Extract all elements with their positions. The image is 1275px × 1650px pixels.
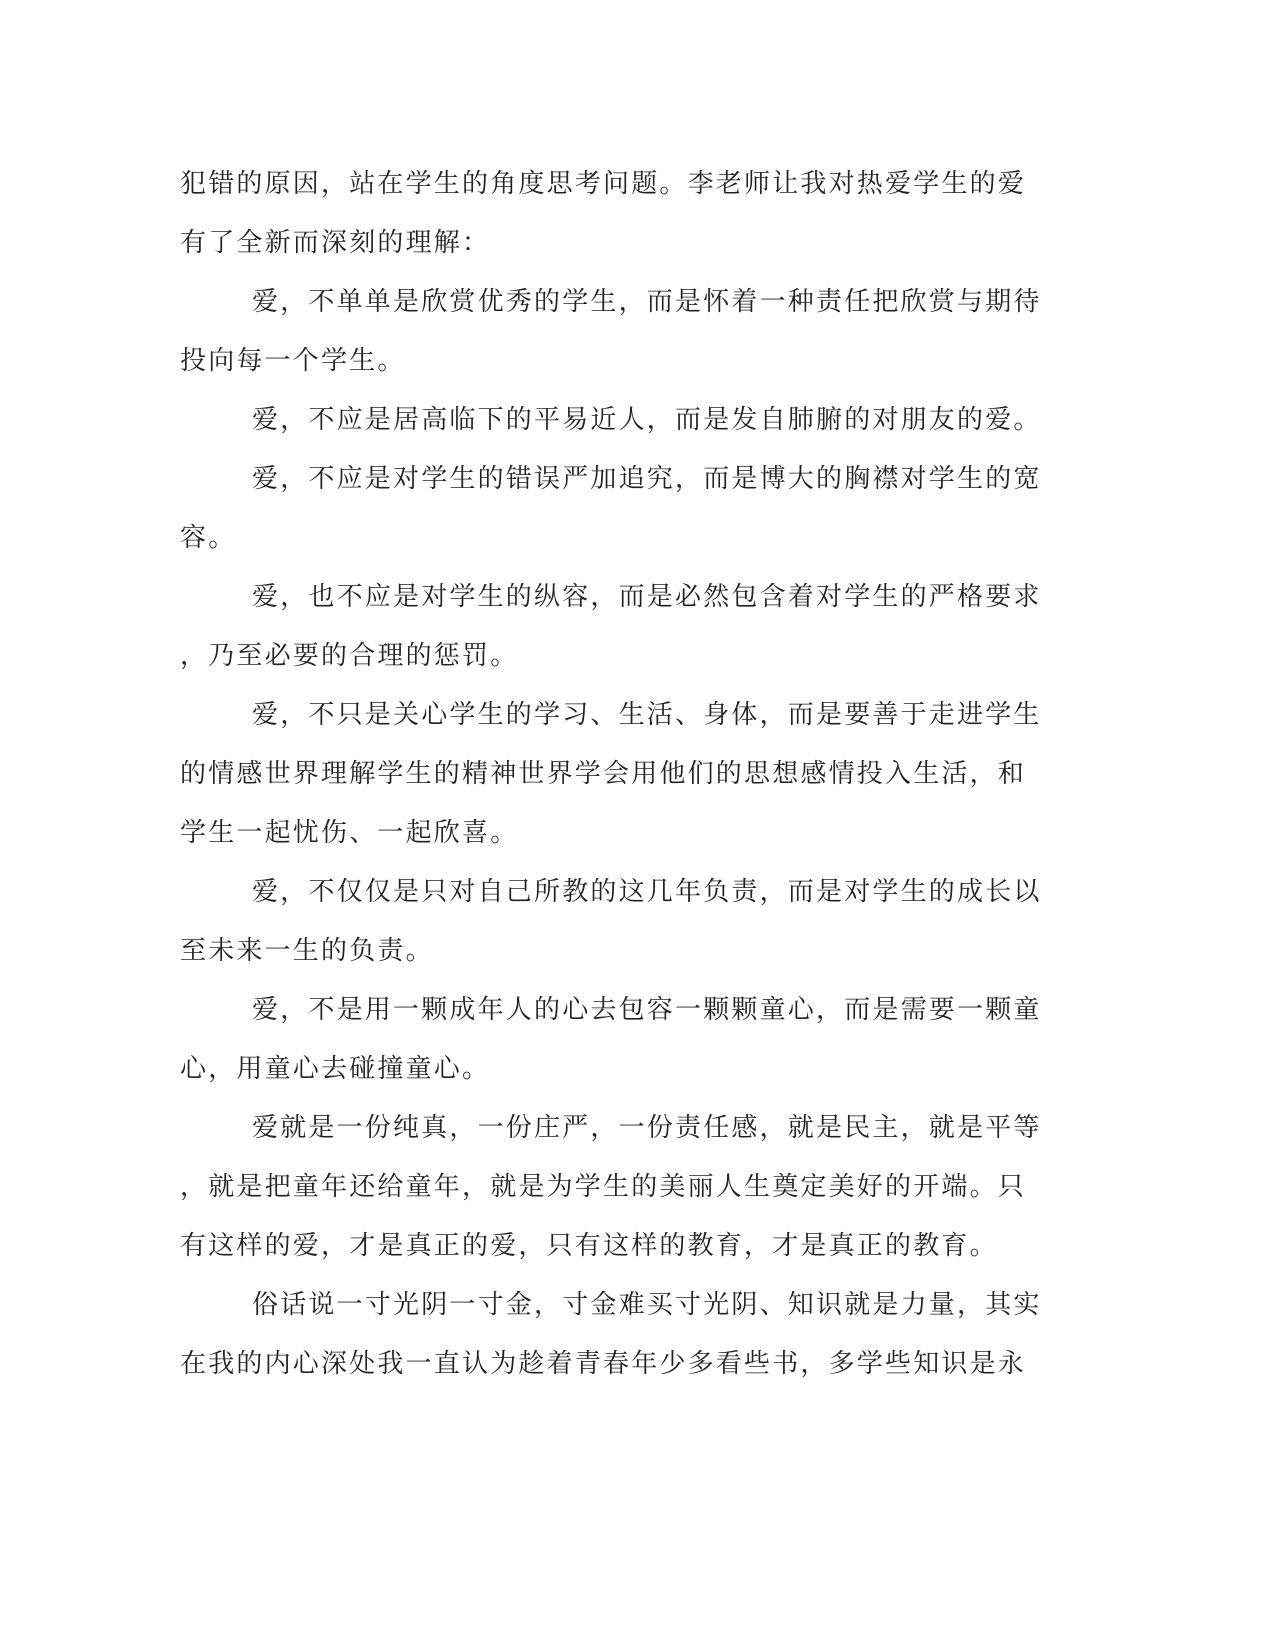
text-line: 学生一起忧伤、一起欣喜。 [180,818,519,848]
text-line: 投向每一个学生。 [180,346,406,376]
text-line: 爱，不应是对学生的错误严加追究，而是博大的胸襟对学生的宽 [252,464,1042,494]
text-line: 在我的内心深处我一直认为趁着青春年少多看些书，多学些知识是永 [180,1349,1027,1379]
text-line: 爱，不只是关心学生的学习、生活、身体，而是要善于走进学生 [252,700,1042,730]
text-line: 的情感世界理解学生的精神世界学会用他们的思想感情投入生活，和 [180,759,1027,789]
text-line: 有了全新而深刻的理解： [180,228,491,258]
text-line: ，乃至必要的合理的惩罚。 [180,641,519,671]
text-line: 爱，不仅仅是只对自己所教的这几年负责，而是对学生的成长以 [252,877,1042,907]
text-line: 容。 [180,523,237,553]
text-line: ，就是把童年还给童年，就是为学生的美丽人生奠定美好的开端。只 [180,1172,1027,1202]
text-line: 爱，不应是居高临下的平易近人，而是发自肺腑的对朋友的爱。 [252,405,1042,435]
text-line: 爱就是一份纯真，一份庄严，一份责任感，就是民主，就是平等 [252,1113,1042,1143]
text-line: 有这样的爱，才是真正的爱，只有这样的教育，才是真正的教育。 [180,1231,998,1261]
body-text [180,155,1042,1394]
text-line: 心，用童心去碰撞童心。 [180,1054,491,1084]
text-line: 爱，不单单是欣赏优秀的学生，而是怀着一种责任把欣赏与期待 [252,287,1042,317]
text-line: 爱，也不应是对学生的纵容，而是必然包含着对学生的严格要求 [252,582,1042,612]
text-line: 犯错的原因，站在学生的角度思考问题。李老师让我对热爱学生的爱 [180,169,1027,199]
text-line: 俗话说一寸光阴一寸金，寸金难买寸光阴、知识就是力量，其实 [252,1290,1042,1320]
text-line: 至未来一生的负责。 [180,936,434,966]
text-line: 爱，不是用一颗成年人的心去包容一颗颗童心，而是需要一颗童 [252,995,1042,1025]
